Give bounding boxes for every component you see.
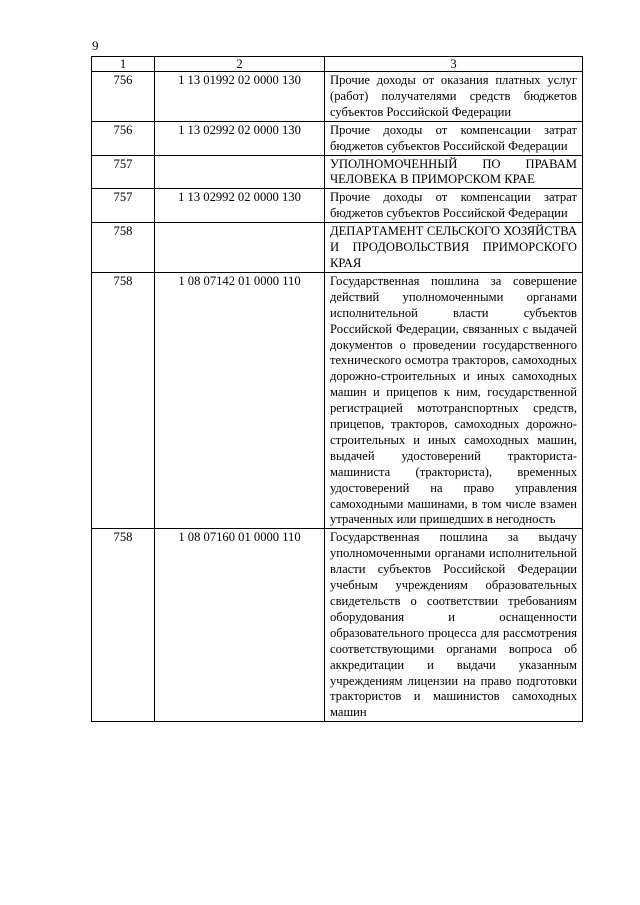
column-header-2: 2 [155,57,325,72]
revenue-code-cell [155,223,325,273]
revenue-code-cell: 1 08 07142 01 0000 110 [155,272,325,529]
table-header-row [92,57,583,72]
description-cell: Прочие доходы от оказания платных услуг (работ) получателями средств бюджетов субъектов Российской Федерации [325,72,583,122]
table-row [92,121,583,155]
table-row [92,223,583,273]
organization-name-cell: УПОЛНОМОЧЕННЫЙ ПО ПРАВАМ ЧЕЛОВЕКА В ПРИМОРСКОМ КРАЕ [325,155,583,189]
table-row [92,155,583,189]
revenue-code-cell: 1 13 01992 02 0000 130 [155,72,325,122]
admin-code-cell: 756 [92,121,155,155]
page-number: 9 [92,38,99,53]
admin-code-cell: 758 [92,272,155,529]
revenue-code-cell: 1 13 02992 02 0000 130 [155,189,325,223]
description-cell: Государственная пошлина за совершение действий уполномоченными органами исполнительной власти субъектов Российской Федерации, связанных с выдачей документов о проведении государственного технического осмотра тракторов, самоходных дорожно-строительных и иных самоходных машин и прицепов к ним, государственной регистрацией мототранспортных средств, прицепов, тракторов, самоходных дорожно-строительных и иных самоходных машин, выдачей удостоверений тракториста-машиниста (тракториста), временных удостоверений на право управления самоходными машинами, в том числе взамен утраченных или пришедших в негодность [325,272,583,529]
column-header-3: 3 [325,57,583,72]
table-row [92,189,583,223]
description-cell: Прочие доходы от компенсации затрат бюджетов субъектов Российской Федерации [325,121,583,155]
description-cell: Прочие доходы от компенсации затрат бюджетов субъектов Российской Федерации [325,189,583,223]
admin-code-cell: 758 [92,223,155,273]
column-header-1: 1 [92,57,155,72]
table-row [92,529,583,722]
admin-code-cell: 757 [92,189,155,223]
organization-name-cell: ДЕПАРТАМЕНТ СЕЛЬСКОГО ХОЗЯЙСТВА И ПРОДОВОЛЬСТВИЯ ПРИМОРСКОГО КРАЯ [325,223,583,273]
revenue-code-table [91,56,583,722]
admin-code-cell: 758 [92,529,155,722]
revenue-code-cell: 1 08 07160 01 0000 110 [155,529,325,722]
description-cell: Государственная пошлина за выдачу уполномоченными органами исполнительной власти субъектов Российской Федерации учебным учреждениям образовательных свидетельств о соответствии требованиям оборудования и оснащенности образовательного процесса для рассмотрения соответствующими органами вопроса об аккредитации и выдачи указанным учреждениям лицензии на право подготовки трактористов и машинистов самоходных машин [325,529,583,722]
admin-code-cell: 757 [92,155,155,189]
revenue-code-cell [155,155,325,189]
revenue-code-cell: 1 13 02992 02 0000 130 [155,121,325,155]
admin-code-cell: 756 [92,72,155,122]
table-row [92,72,583,122]
table-row [92,272,583,529]
